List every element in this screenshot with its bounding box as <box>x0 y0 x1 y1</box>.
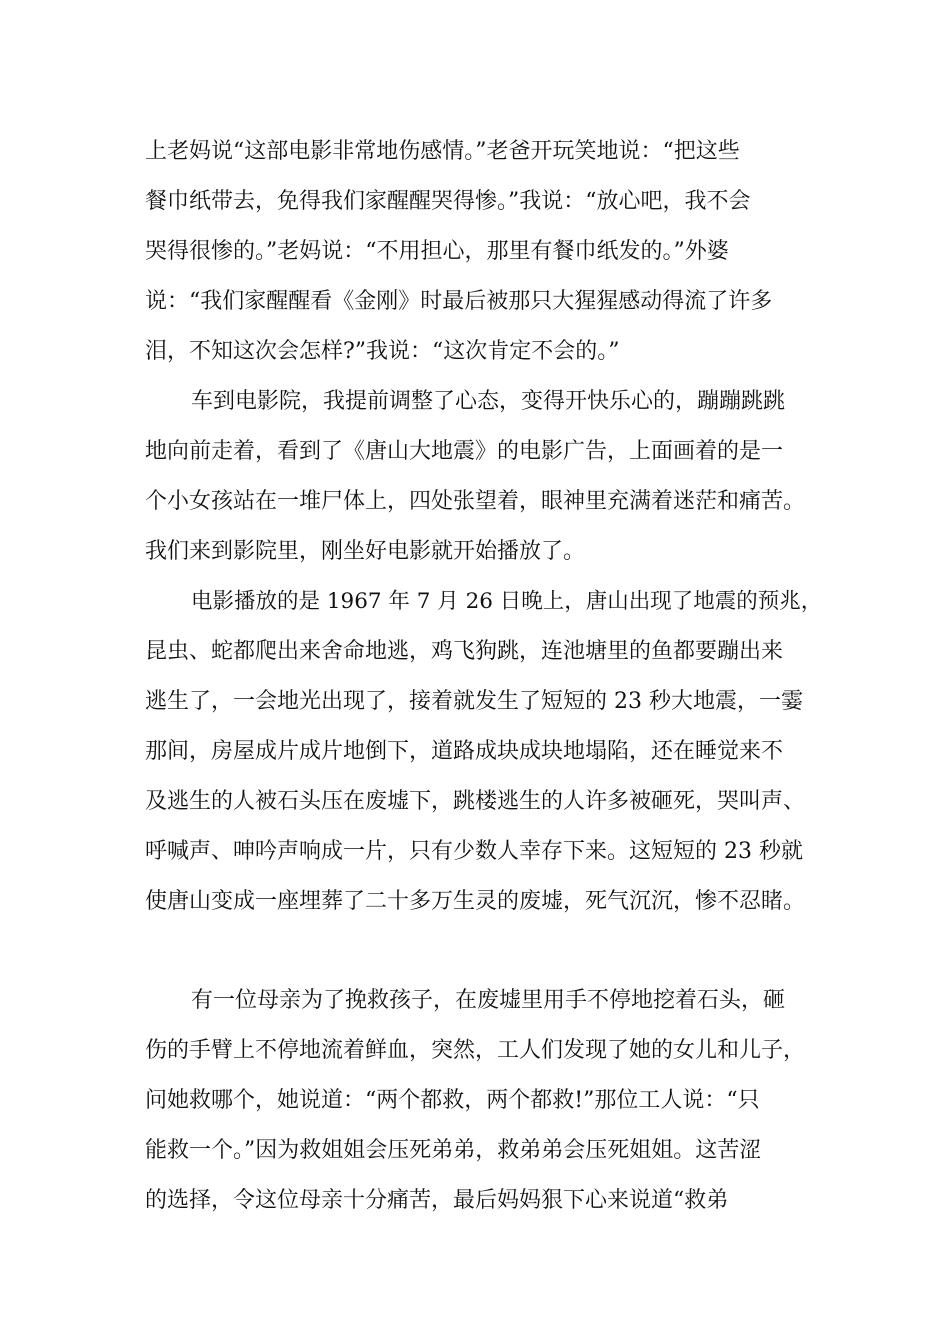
text-line: 车到电影院，我提前调整了心态，变得开快乐心的，蹦蹦跳跳 <box>191 389 786 414</box>
text-line: 上老妈说“这部电影非常地伤感情。”老爸开玩笑地说：“把这些 <box>145 139 740 164</box>
text-line: 哭得很惨的。”老妈说：“不用担心，那里有餐巾纸发的。”外婆 <box>145 239 729 264</box>
text-line: 能救一个。”因为救姐姐会压死弟弟，救弟弟会压死姐姐。这苦涩 <box>145 1138 762 1163</box>
text-line: 伤的手臂上不停地流着鲜血，突然，工人们发现了她的女儿和儿子， <box>145 1038 806 1063</box>
text-line: 昆虫、蛇都爬出来舍命地逃，鸡飞狗跳，连池塘里的鱼都要蹦出来 <box>145 639 784 664</box>
text-line: 使唐山变成一座埋葬了二十多万生灵的废墟，死气沉沉，惨不忍睹。 <box>145 889 806 914</box>
text-line: 说：“我们家醒醒看《金刚》时最后被那只大猩猩感动得流了许多 <box>145 289 773 314</box>
text-line: 我们来到影院里，刚坐好电影就开始播放了。 <box>145 539 586 564</box>
text-line: 泪，不知这次会怎样?”我说：“这次肯定不会的。” <box>145 339 620 364</box>
text-line: 问她救哪个，她说道：“两个都救，两个都救!”那位工人说：“只 <box>145 1088 760 1113</box>
text-line: 逃生了，一会地光出现了，接着就发生了短短的 23 秒大地震，一霎 <box>145 689 803 714</box>
text-line: 电影播放的是 1967 年 7 月 26 日晚上，唐山出现了地震的预兆， <box>191 589 823 614</box>
text-line: 那间，房屋成片成片地倒下，道路成块成块地塌陷，还在睡觉来不 <box>145 739 784 764</box>
text-line: 呼喊声、呻吟声响成一片，只有少数人幸存下来。这短短的 23 秒就 <box>145 839 803 864</box>
text-line: 个小女孩站在一堆尸体上，四处张望着，眼神里充满着迷茫和痛苦。 <box>145 489 806 514</box>
text-line: 的选择，令这位母亲十分痛苦，最后妈妈狠下心来说道“救弟 <box>145 1188 729 1213</box>
text-line: 及逃生的人被石头压在废墟下，跳楼逃生的人许多被砸死，哭叫声、 <box>145 789 806 814</box>
text-line: 有一位母亲为了挽救孩子，在废墟里用手不停地挖着石头，砸 <box>191 988 786 1013</box>
text-line: 餐巾纸带去，免得我们家醒醒哭得惨。”我说：“放心吧，我不会 <box>145 189 751 214</box>
text-line: 地向前走着，看到了《唐山大地震》的电影广告，上面画着的是一 <box>145 439 784 464</box>
